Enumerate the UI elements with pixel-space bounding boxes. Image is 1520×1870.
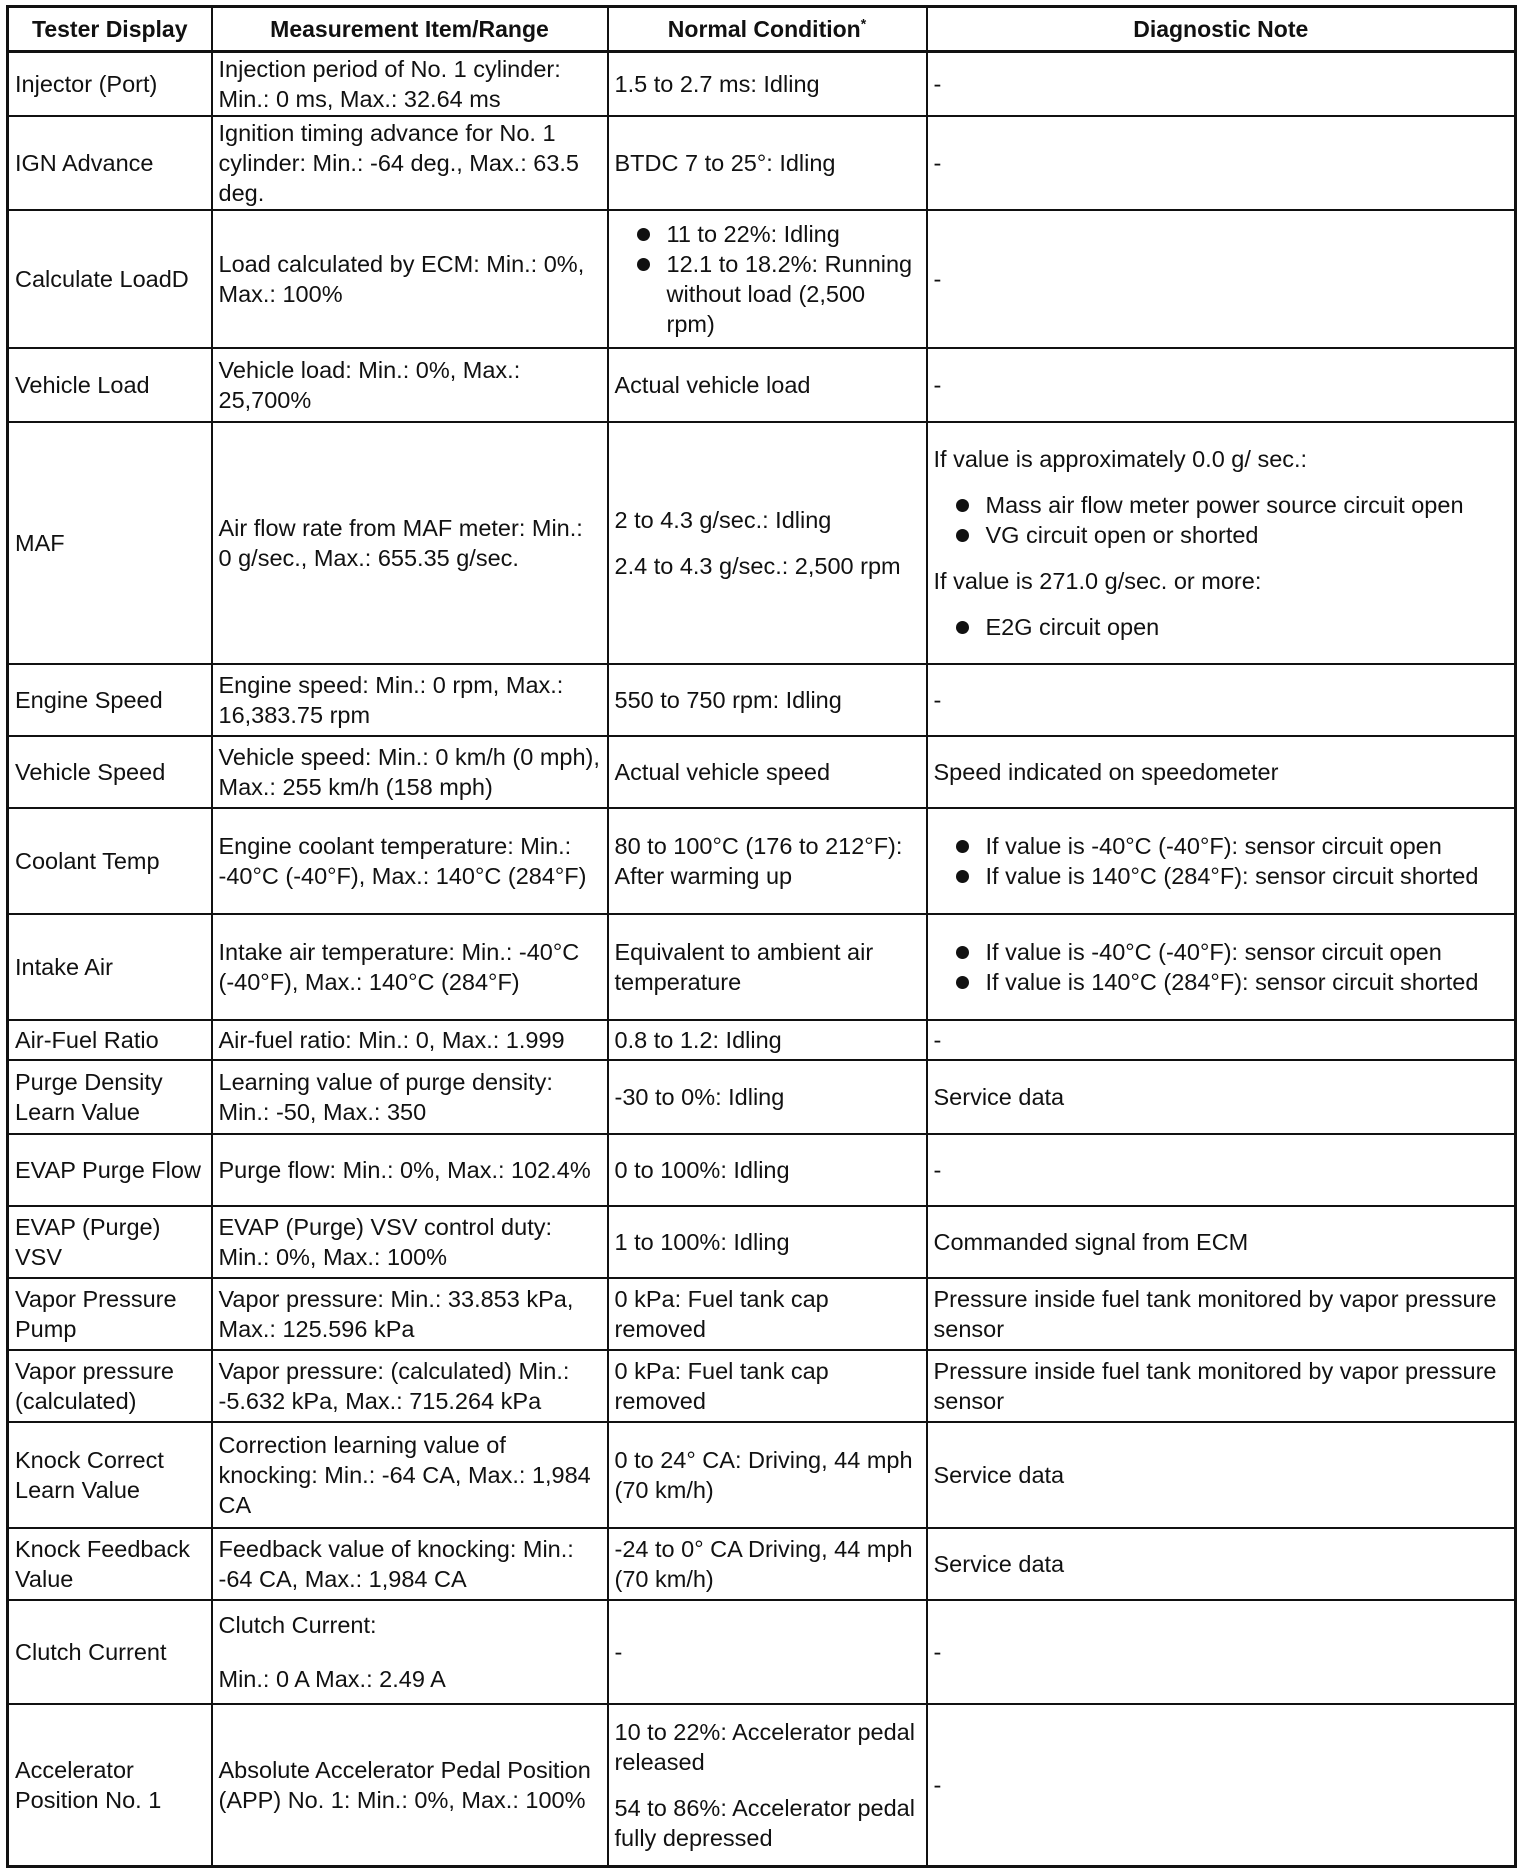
normal-cell: 550 to 750 rpm: Idling (608, 664, 927, 736)
normal-line: 2 to 4.3 g/sec.: Idling (614, 507, 832, 533)
measurement-cell: EVAP (Purge) VSV control duty: Min.: 0%, Max.: 100% (212, 1206, 608, 1278)
diagnostic-cell: Pressure inside fuel tank monitored by vapor pressure sensor (927, 1278, 1516, 1350)
normal-cell (608, 422, 927, 664)
header-measurement (212, 7, 608, 52)
tester-cell: EVAP Purge Flow (8, 1134, 212, 1206)
measurement-line: Clutch Current: (218, 1612, 377, 1638)
measurement-cell: Injection period of No. 1 cylinder: Min.: 0 ms, Max.: 32.64 ms (212, 52, 608, 117)
diagnostic-cell: Service data (927, 1422, 1516, 1528)
table-row (8, 1600, 1516, 1704)
measurement-cell: Feedback value of knocking: Min.: -64 CA, Max.: 1,984 CA (212, 1528, 608, 1600)
diagnostic-bullet-list (934, 831, 1509, 891)
diagnostic-cell: - (927, 52, 1516, 117)
table-row (8, 52, 1516, 117)
tester-cell: Injector (Port) (8, 52, 212, 117)
normal-cell: -24 to 0° CA Driving, 44 mph (70 km/h) (608, 1528, 927, 1600)
diagnostic-cell: Service data (927, 1060, 1516, 1134)
diagnostic-intro: If value is approximately 0.0 g/ sec.: (933, 446, 1308, 472)
table-row (8, 116, 1516, 210)
measurement-cell: Engine speed: Min.: 0 rpm, Max.: 16,383.75 rpm (212, 664, 608, 736)
normal-cell: 1 to 100%: Idling (608, 1206, 927, 1278)
normal-line: 2.4 to 4.3 g/sec.: 2,500 rpm (614, 553, 901, 579)
normal-cell (608, 210, 927, 348)
diagnostic-bullet-list (934, 490, 1509, 550)
normal-cell: 0.8 to 1.2: Idling (608, 1020, 927, 1060)
normal-bullet-list (615, 219, 920, 339)
table-row (8, 808, 1516, 914)
tester-cell: Knock Correct Learn Value (8, 1422, 212, 1528)
table-row (8, 914, 1516, 1020)
tester-cell: Purge Density Learn Value (8, 1060, 212, 1134)
list-item: 11 to 22%: Idling (615, 219, 920, 249)
table-row (8, 1528, 1516, 1600)
diagnostic-cell: - (927, 664, 1516, 736)
normal-cell: 0 kPa: Fuel tank cap removed (608, 1278, 927, 1350)
header-tester-display (8, 7, 212, 52)
normal-line: 54 to 86%: Accelerator pedal fully depressed (614, 1794, 915, 1851)
diagnostic-cell: - (927, 210, 1516, 348)
diagnostic-intro: If value is 271.0 g/sec. or more: (933, 568, 1262, 594)
measurement-line: Min.: 0 A Max.: 2.49 A (218, 1666, 446, 1692)
normal-cell: 80 to 100°C (176 to 212°F): After warming up (608, 808, 927, 914)
normal-cell: 0 kPa: Fuel tank cap removed (608, 1350, 927, 1422)
normal-cell: 0 to 24° CA: Driving, 44 mph (70 km/h) (608, 1422, 927, 1528)
diagnostic-cell: - (927, 348, 1516, 422)
diagnostic-cell: - (927, 1020, 1516, 1060)
measurement-cell: Load calculated by ECM: Min.: 0%, Max.: 100% (212, 210, 608, 348)
measurement-cell: Intake air temperature: Min.: -40°C (-40°F), Max.: 140°C (284°F) (212, 914, 608, 1020)
list-item: E2G circuit open (934, 612, 1509, 642)
tester-cell: Calculate LoadD (8, 210, 212, 348)
tester-cell: Knock Feedback Value (8, 1528, 212, 1600)
normal-cell: BTDC 7 to 25°: Idling (608, 116, 927, 210)
table-row (8, 1278, 1516, 1350)
normal-cell: -30 to 0%: Idling (608, 1060, 927, 1134)
table-row (8, 736, 1516, 808)
header-normal-label: Normal Condition (667, 16, 861, 42)
tester-cell: Vehicle Load (8, 348, 212, 422)
list-item: If value is -40°C (-40°F): sensor circuit open (934, 937, 1509, 967)
diagnostic-cell: Service data (927, 1528, 1516, 1600)
table-row (8, 1422, 1516, 1528)
normal-cell: Actual vehicle speed (608, 736, 927, 808)
tester-cell: Clutch Current (8, 1600, 212, 1704)
measurement-cell: Vapor pressure: (calculated) Min.: -5.632 kPa, Max.: 715.264 kPa (212, 1350, 608, 1422)
measurement-cell: Vapor pressure: Min.: 33.853 kPa, Max.: 125.596 kPa (212, 1278, 608, 1350)
table-row (8, 210, 1516, 348)
table-row (8, 422, 1516, 664)
measurement-cell: Air-fuel ratio: Min.: 0, Max.: 1.999 (212, 1020, 608, 1060)
tester-cell: MAF (8, 422, 212, 664)
header-row (8, 7, 1516, 52)
table-row (8, 348, 1516, 422)
table-row (8, 1206, 1516, 1278)
tester-cell: Coolant Temp (8, 808, 212, 914)
tester-cell: IGN Advance (8, 116, 212, 210)
measurement-cell: Engine coolant temperature: Min.: -40°C (-40°F), Max.: 140°C (284°F) (212, 808, 608, 914)
normal-line: 10 to 22%: Accelerator pedal released (614, 1718, 915, 1775)
tester-cell: Intake Air (8, 914, 212, 1020)
diagnostic-cell (927, 808, 1516, 914)
table-row (8, 664, 1516, 736)
table-row (8, 1350, 1516, 1422)
measurement-cell: Purge flow: Min.: 0%, Max.: 102.4% (212, 1134, 608, 1206)
diagnostic-bullet-list (934, 937, 1509, 997)
header-normal-condition (608, 7, 927, 52)
diagnostic-cell (927, 422, 1516, 664)
measurement-cell (212, 1600, 608, 1704)
measurement-cell: Vehicle speed: Min.: 0 km/h (0 mph), Max.: 255 km/h (158 mph) (212, 736, 608, 808)
tester-cell: Vapor Pressure Pump (8, 1278, 212, 1350)
diagnostic-cell: - (927, 1134, 1516, 1206)
list-item: 12.1 to 18.2%: Running without load (2,500 rpm) (615, 249, 920, 339)
normal-cell: 1.5 to 2.7 ms: Idling (608, 52, 927, 117)
header-measurement-label: Measurement Item/Range (270, 16, 549, 42)
header-tester-display-label: Tester Display (31, 16, 188, 42)
tester-cell: Vehicle Speed (8, 736, 212, 808)
list-item: If value is 140°C (284°F): sensor circuit shorted (934, 861, 1509, 891)
normal-cell: 0 to 100%: Idling (608, 1134, 927, 1206)
diagnostic-cell: Speed indicated on speedometer (927, 736, 1516, 808)
normal-cell: Actual vehicle load (608, 348, 927, 422)
table-row (8, 1704, 1516, 1866)
data-list-table (6, 5, 1517, 1868)
measurement-cell: Air flow rate from MAF meter: Min.: 0 g/sec., Max.: 655.35 g/sec. (212, 422, 608, 664)
list-item: VG circuit open or shorted (934, 520, 1509, 550)
table-row (8, 1060, 1516, 1134)
measurement-cell: Correction learning value of knocking: Min.: -64 CA, Max.: 1,984 CA (212, 1422, 608, 1528)
normal-cell (608, 1704, 927, 1866)
measurement-cell: Vehicle load: Min.: 0%, Max.: 25,700% (212, 348, 608, 422)
diagnostic-cell: - (927, 1600, 1516, 1704)
tester-cell: Accelerator Position No. 1 (8, 1704, 212, 1866)
tester-cell: Air-Fuel Ratio (8, 1020, 212, 1060)
tester-cell: Engine Speed (8, 664, 212, 736)
measurement-cell: Learning value of purge density: Min.: -50, Max.: 350 (212, 1060, 608, 1134)
header-diagnostic-label: Diagnostic Note (1133, 16, 1309, 42)
tester-cell: EVAP (Purge) VSV (8, 1206, 212, 1278)
table-row (8, 1134, 1516, 1206)
list-item: If value is 140°C (284°F): sensor circuit shorted (934, 967, 1509, 997)
normal-cell: Equivalent to ambient air temperature (608, 914, 927, 1020)
header-diagnostic-note (927, 7, 1516, 52)
footnote-mark: * (860, 15, 867, 32)
diagnostic-cell: Commanded signal from ECM (927, 1206, 1516, 1278)
diagnostic-cell: - (927, 1704, 1516, 1866)
measurement-cell: Absolute Accelerator Pedal Position (APP) No. 1: Min.: 0%, Max.: 100% (212, 1704, 608, 1866)
measurement-cell: Ignition timing advance for No. 1 cylinder: Min.: -64 deg., Max.: 63.5 deg. (212, 116, 608, 210)
table-row (8, 1020, 1516, 1060)
diagnostic-cell: - (927, 116, 1516, 210)
normal-cell: - (608, 1600, 927, 1704)
list-item: Mass air flow meter power source circuit open (934, 490, 1509, 520)
diagnostic-cell: Pressure inside fuel tank monitored by vapor pressure sensor (927, 1350, 1516, 1422)
diagnostic-bullet-list (934, 612, 1509, 642)
diagnostic-cell (927, 914, 1516, 1020)
tester-cell: Vapor pressure (calculated) (8, 1350, 212, 1422)
list-item: If value is -40°C (-40°F): sensor circuit open (934, 831, 1509, 861)
